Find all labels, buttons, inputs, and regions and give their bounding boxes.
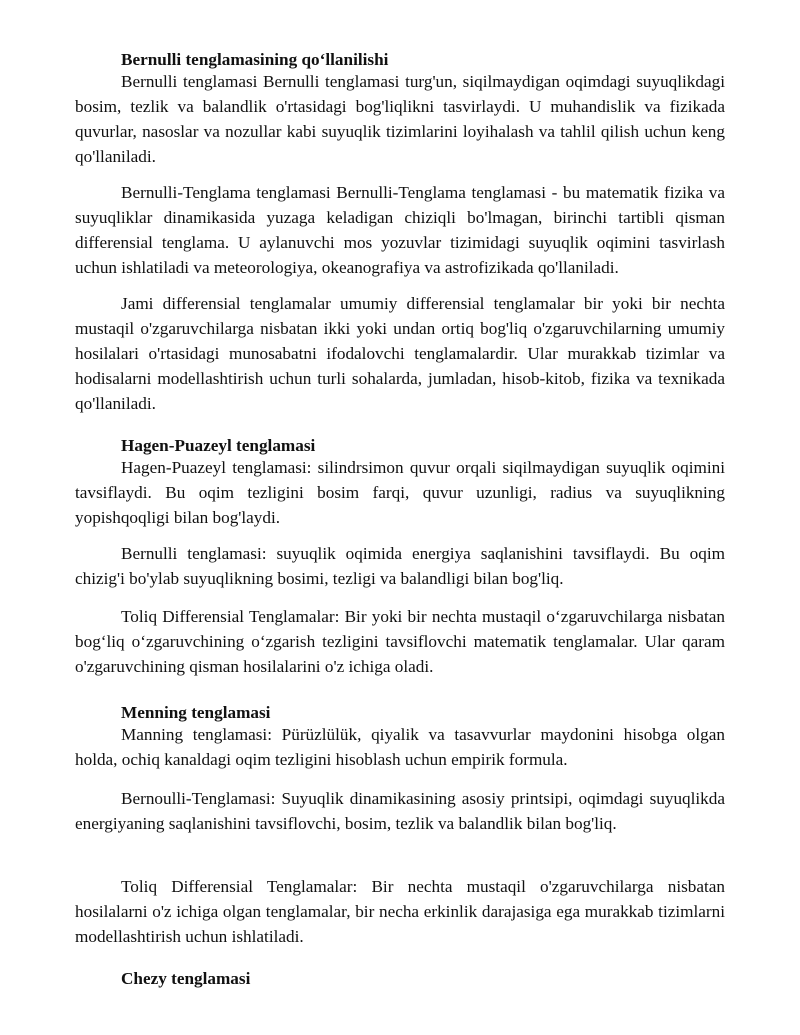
paragraph-bernulli-2: Bernulli-Tenglama tenglamasi Bernulli-Tenglama tenglamasi - bu matematik fizika va suyuqliklar dinamikasida yuzaga keladigan chiziqli bo'lmagan, birinchi tartibli qisman differensial tenglama. U aylanuvchi mos yozuvlar tizimidagi suyuqlik oqimini tasvirlash uchun ishlatiladi va meteorologiya, okeanografiya va astrofizikada qo'llaniladi. — [75, 183, 725, 277]
paragraph-manning-3: Toliq Differensial Tenglamalar: Bir nechta mustaqil o'zgaruvchilarga nisbatan hosilalarni o'z ichiga olgan tenglamalar, bir necha erkinlik darajasiga ega murakkab tizimlarni modellashtirish uchun ishlatiladi. — [75, 877, 725, 946]
paragraph-manning-1: Manning tenglamasi: Pürüzlülük, qiyalik va tasavvurlar maydonini hisobga olgan holda, ochiq kanaldagi oqim tezligini hisoblash uchun empirik formula. — [75, 725, 725, 769]
section-heading-manning: Menning tenglamasi — [121, 703, 271, 722]
paragraph-hagen-3: Toliq Differensial Tenglamalar: Bir yoki bir nechta mustaqil o‘zgaruvchilarga nisbatan bog‘liq o‘zgaruvchining o‘zgarish tezligini tavsiflovchi matematik tenglamalar. Ular qaram o'zgaruvchining qisman hosilalarini o'z ichiga oladi. — [75, 607, 725, 676]
paragraph-bernulli-3: Jami differensial tenglamalar umumiy differensial tenglamalar bir yoki bir nechta mustaqil o'zgaruvchilarga nisbatan ikki yoki undan ortiq bog'liq o'zgaruvchilarning umumiy hosilalari o'rtasidagi munosabatni ifodalovchi tenglamalardir. Ular murakkab tizimlar va hodisalarni modellashtirish uchun turli sohalarda, jumladan, hisob-kitob, fizika va texnikada qo'llaniladi. — [75, 294, 725, 413]
section-heading-bernulli-usage: Bernulli tenglamasining qo‘llanilishi — [121, 50, 389, 69]
paragraph-manning-2: Bernoulli-Tenglamasi: Suyuqlik dinamikasining asosiy printsipi, oqimdagi suyuqlikda energiyaning saqlanishini tavsiflovchi, bosim, tezlik va balandlik bilan bog'liq. — [75, 789, 725, 833]
paragraph-hagen-2: Bernulli tenglamasi: suyuqlik oqimida energiya saqlanishini tavsiflaydi. Bu oqim chizig'i bo'ylab suyuqlikning bosimi, tezligi va balandligi bilan bog'liq. — [75, 544, 725, 588]
section-heading-chezy: Chezy tenglamasi — [121, 969, 251, 988]
section-heading-hagen-poiseuille: Hagen-Puazeyl tenglamasi — [121, 436, 316, 455]
paragraph-bernulli-1: Bernulli tenglamasi Bernulli tenglamasi turg'un, siqilmaydigan oqimdagi suyuqlikdagi bosim, tezlik va balandlik o'rtasidagi bog'liqlikni tasvirlaydi. U muhandislik va fizikada quvurlar, nasoslar va nozullar kabi suyuqlik tizimlarini loyihalash va tahlil qilish uchun keng qo'llaniladi. — [75, 72, 725, 166]
paragraph-hagen-1: Hagen-Puazeyl tenglamasi: silindrsimon quvur orqali siqilmaydigan suyuqlik oqimini tavsiflaydi. Bu oqim tezligini bosim farqi, quvur uzunligi, radius va suyuqlikning yopishqoqligi bilan bog'laydi. — [75, 458, 725, 527]
